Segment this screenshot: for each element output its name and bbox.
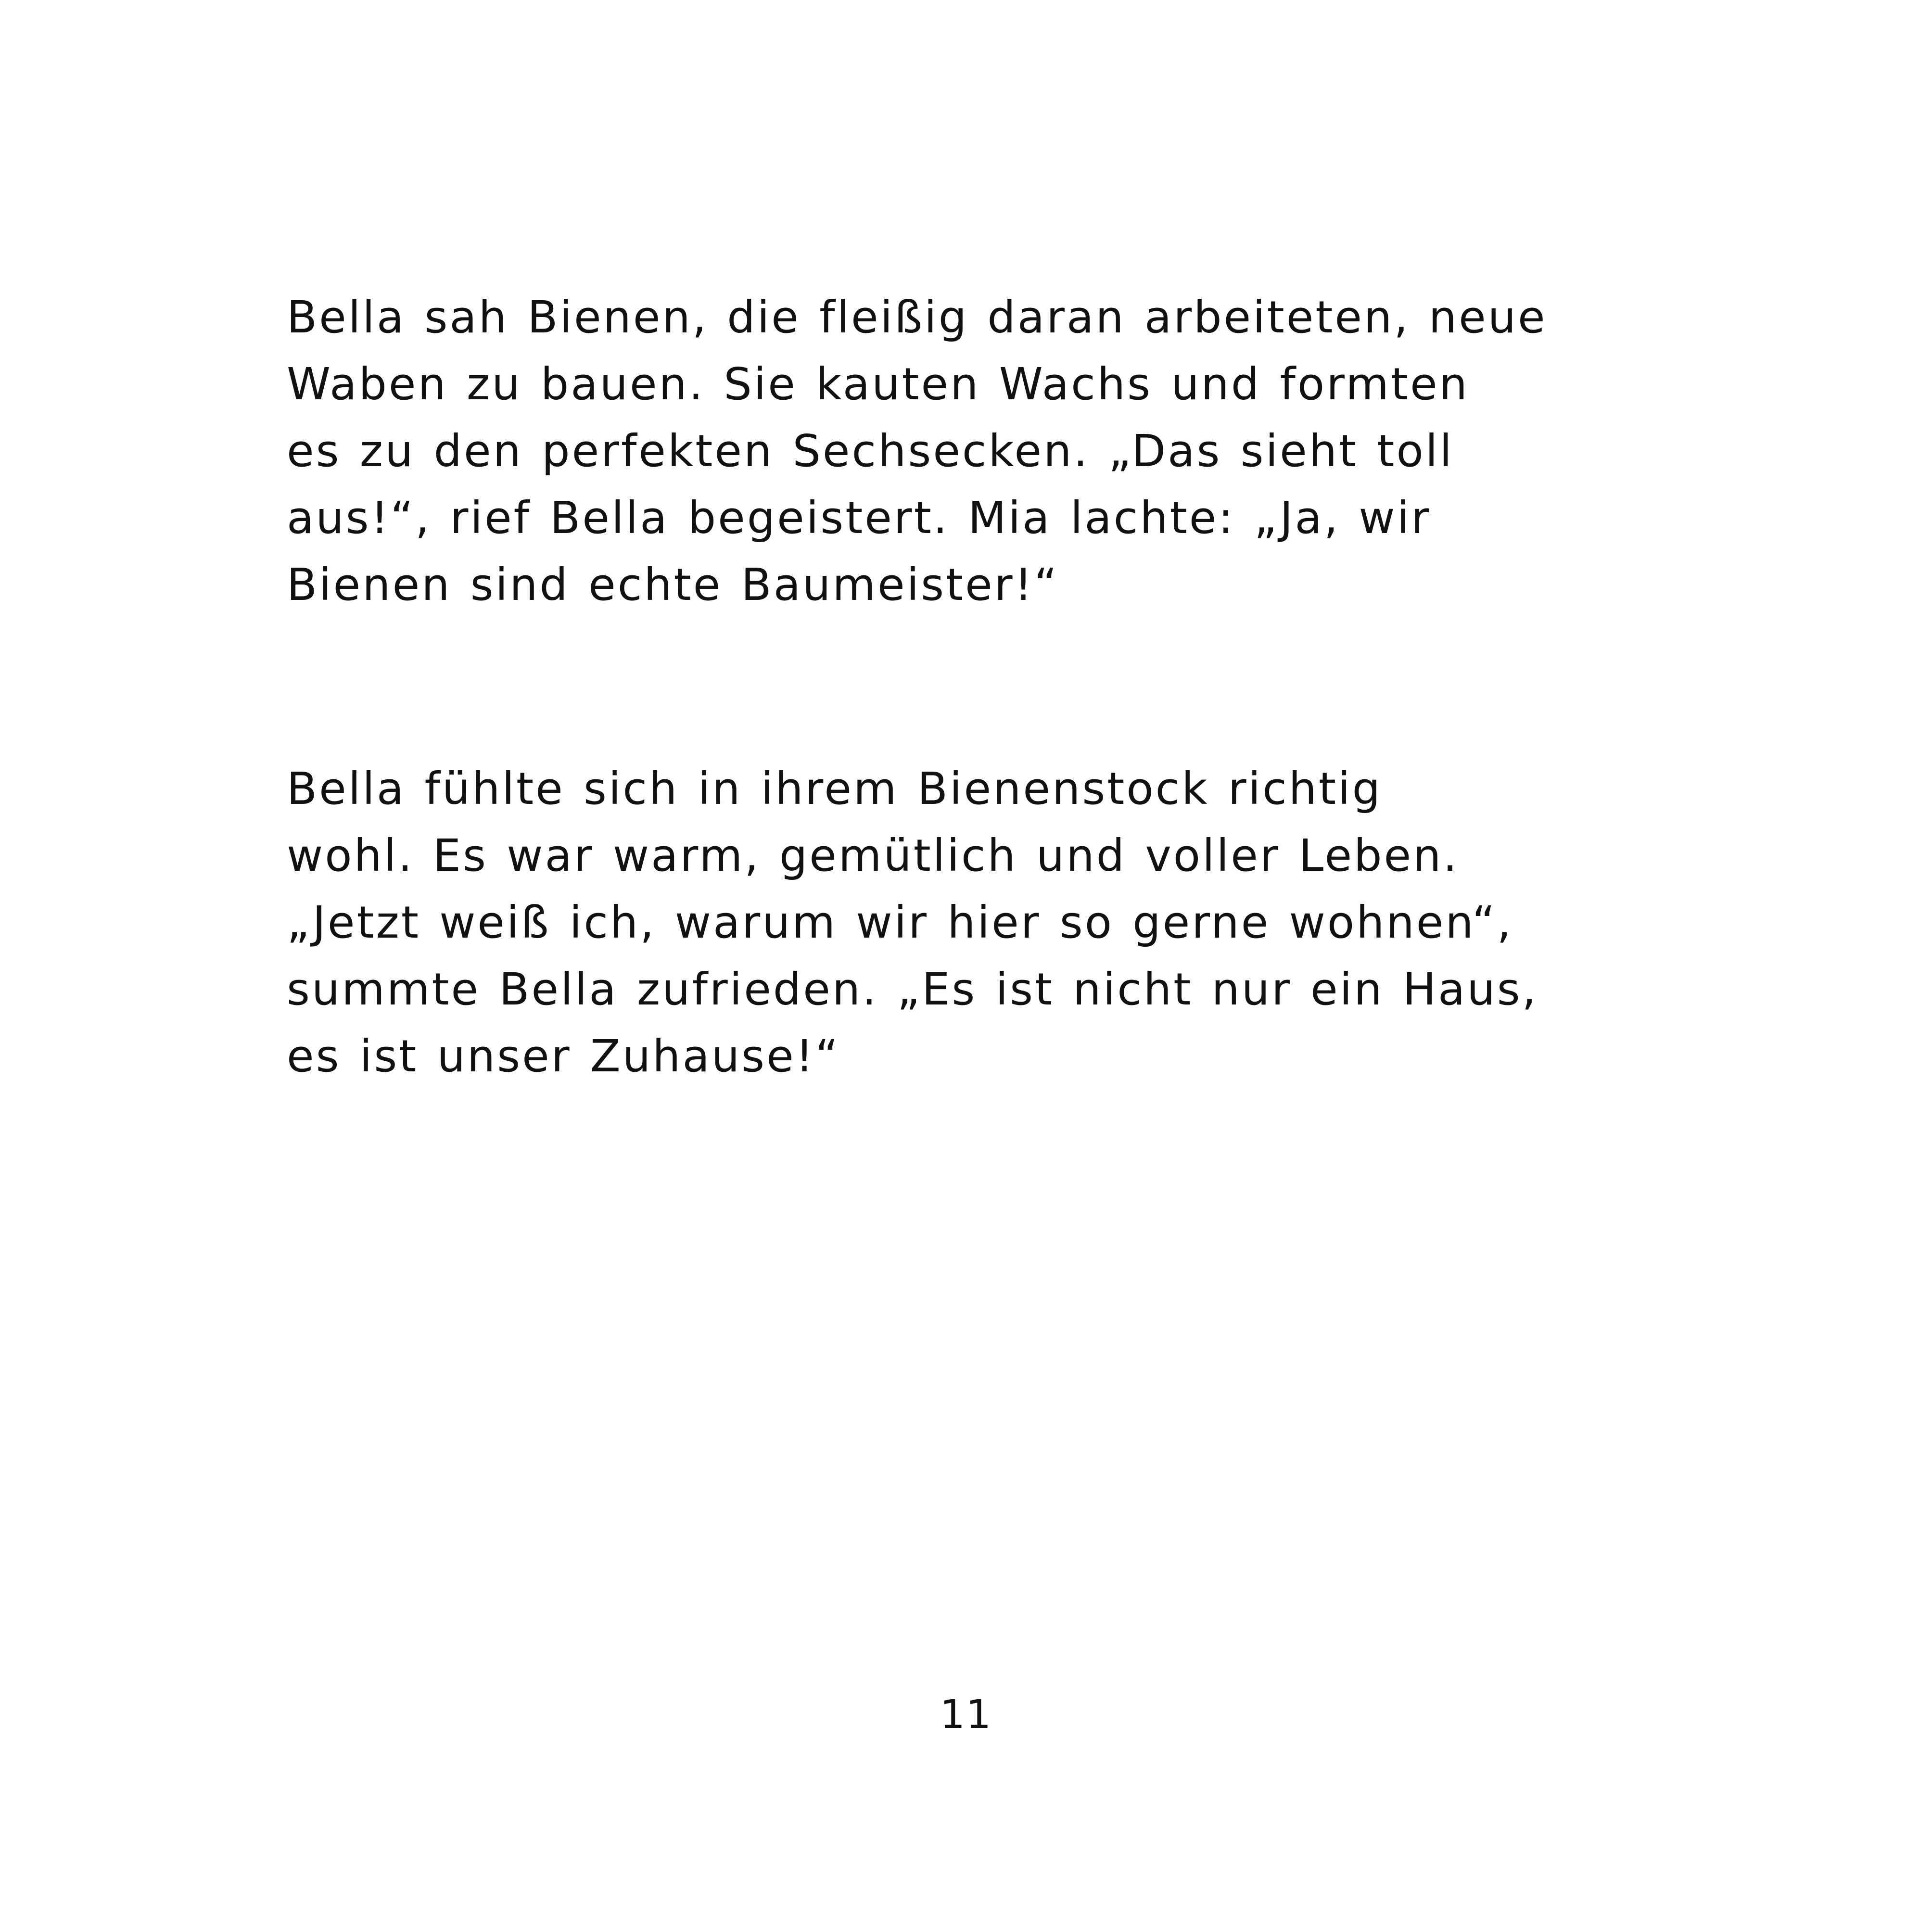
paragraph-line: es ist unser Zuhause!“ [287, 1030, 840, 1082]
story-paragraph-1 [287, 284, 1711, 618]
paragraph-line: „Jetzt weiß ich, warum wir hier so gerne wohnen“, [287, 897, 1513, 948]
paragraph-line: summte Bella zufrieden. „Es ist nicht nur ein Haus, [287, 964, 1538, 1015]
paragraph-line: wohl. Es war warm, gemütlich und voller Leben. [287, 830, 1459, 881]
page-number: 11 [940, 1692, 992, 1738]
paragraph-line: es zu den perfekten Sechsecken. „Das sieht toll [287, 425, 1454, 477]
paragraph-line: Bella fühlte sich in ihrem Bienenstock richtig [287, 763, 1383, 814]
paragraph-line: aus!“, rief Bella begeistert. Mia lachte: „Ja, wir [287, 492, 1431, 544]
paragraph-line: Bienen sind echte Baumeister!“ [287, 559, 1059, 610]
paragraph-line: Waben zu bauen. Sie kauten Wachs und formten [287, 358, 1469, 410]
paragraph-line: Bella sah Bienen, die fleißig daran arbeiteten, neue [287, 292, 1547, 343]
story-paragraph-2 [287, 755, 1711, 1090]
